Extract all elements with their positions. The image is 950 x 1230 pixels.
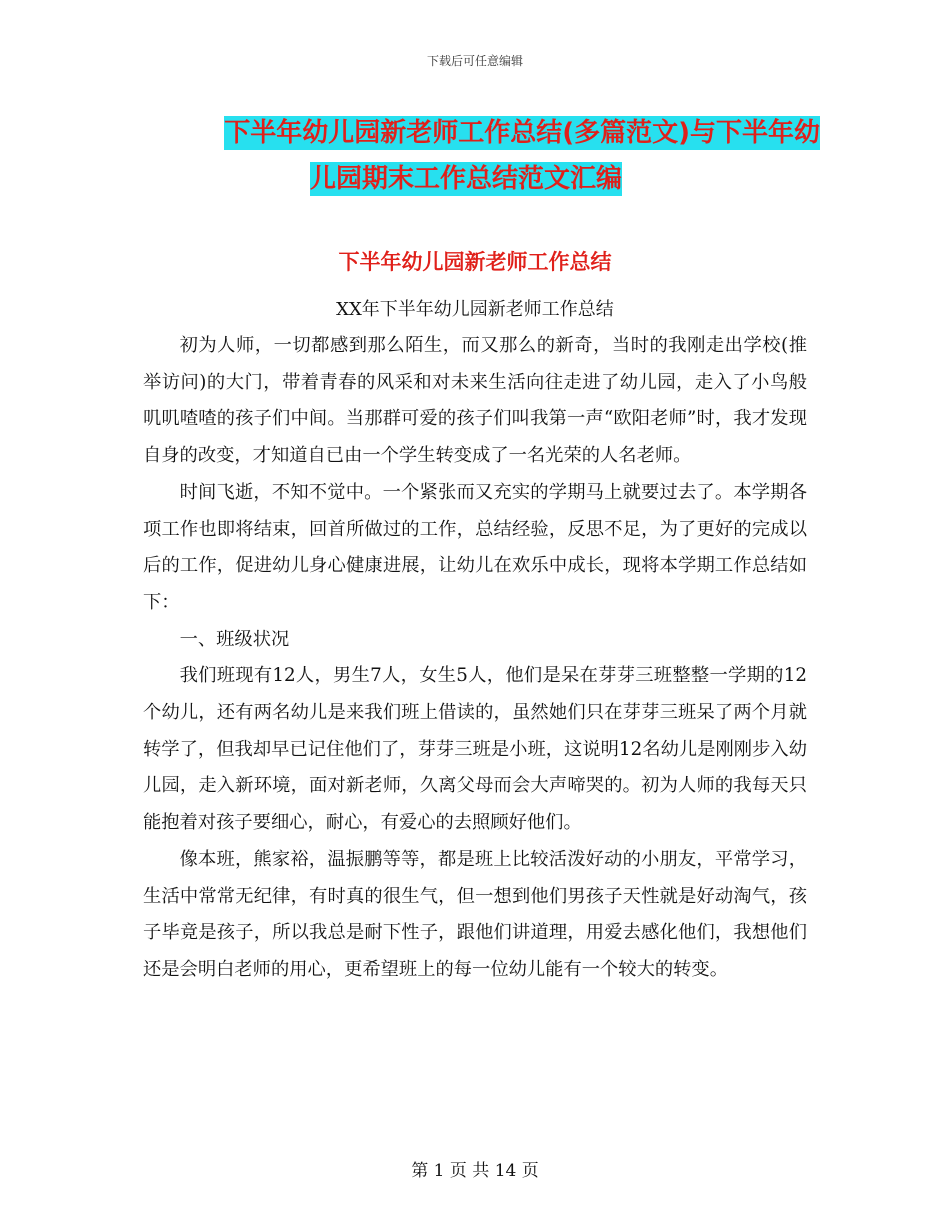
document-title xyxy=(180,110,820,202)
document-title-line-2: 儿园期末工作总结范文汇编 xyxy=(310,164,623,194)
document-title-line-1: 下半年幼儿园新老师工作总结(多篇范文)与下半年幼 xyxy=(224,118,820,148)
paragraph: 初为人师，一切都感到那么陌生，而又那么的新奇，当时的我刚走出学校(推举访问)的大门，带着青春的风采和对未来生活向往走进了幼儿园，走入了小鸟般叽叽喳喳的孩子们中间。当那群可爱的孩子们叫我第一声“欧阳老师”时，我才发现自身的改变，才知道自已由一个学生转变成了一名光荣的人名老师。 xyxy=(143,335,807,467)
article-body xyxy=(143,328,807,989)
paragraph: 我们班现有12人，男生7人，女生5人，他们是呆在芽芽三班整整一学期的12个幼儿，还有两名幼儿是来我们班上借读的，虽然她们只在芽芽三班呆了两个月就转学了，但我却早已记住他们了，芽芽三班是小班，这说明12名幼儿是刚刚步入幼儿园，走入新环境，面对新老师，久离父母而会大声啼哭的。初为人师的我每天只能抱着对孩子要细心，耐心，有爱心的去照顾好他们。 xyxy=(143,665,807,834)
paragraph: 像本班，熊家裕，温振鹏等等，都是班上比较活泼好动的小朋友，平常学习，生活中常常无纪律，有时真的很生气，但一想到他们男孩子天性就是好动淘气，孩子毕竟是孩子，所以我总是耐下性子，跟他们讲道理，用爱去感化他们，我想他们还是会明白老师的用心，更希望班上的每一位幼儿能有一个较大的转变。 xyxy=(143,848,807,980)
page-header-note: 下载后可任意编辑 xyxy=(426,54,523,68)
section-title: 下半年幼儿园新老师工作总结 xyxy=(338,250,612,274)
paragraph: 时间飞逝，不知不觉中。一个紧张而又充实的学期马上就要过去了。本学期各项工作也即将结束，回首所做过的工作，总结经验，反思不足，为了更好的完成以后的工作，促进幼儿身心健康进展，让幼儿在欢乐中成长，现将本学期工作总结如下： xyxy=(143,481,807,613)
article-subtitle: XX年下半年幼儿园新老师工作总结 xyxy=(336,299,614,320)
page-number: 第 1 页 共 14 页 xyxy=(411,1161,539,1181)
section-heading: 一、班级状况 xyxy=(179,628,290,650)
